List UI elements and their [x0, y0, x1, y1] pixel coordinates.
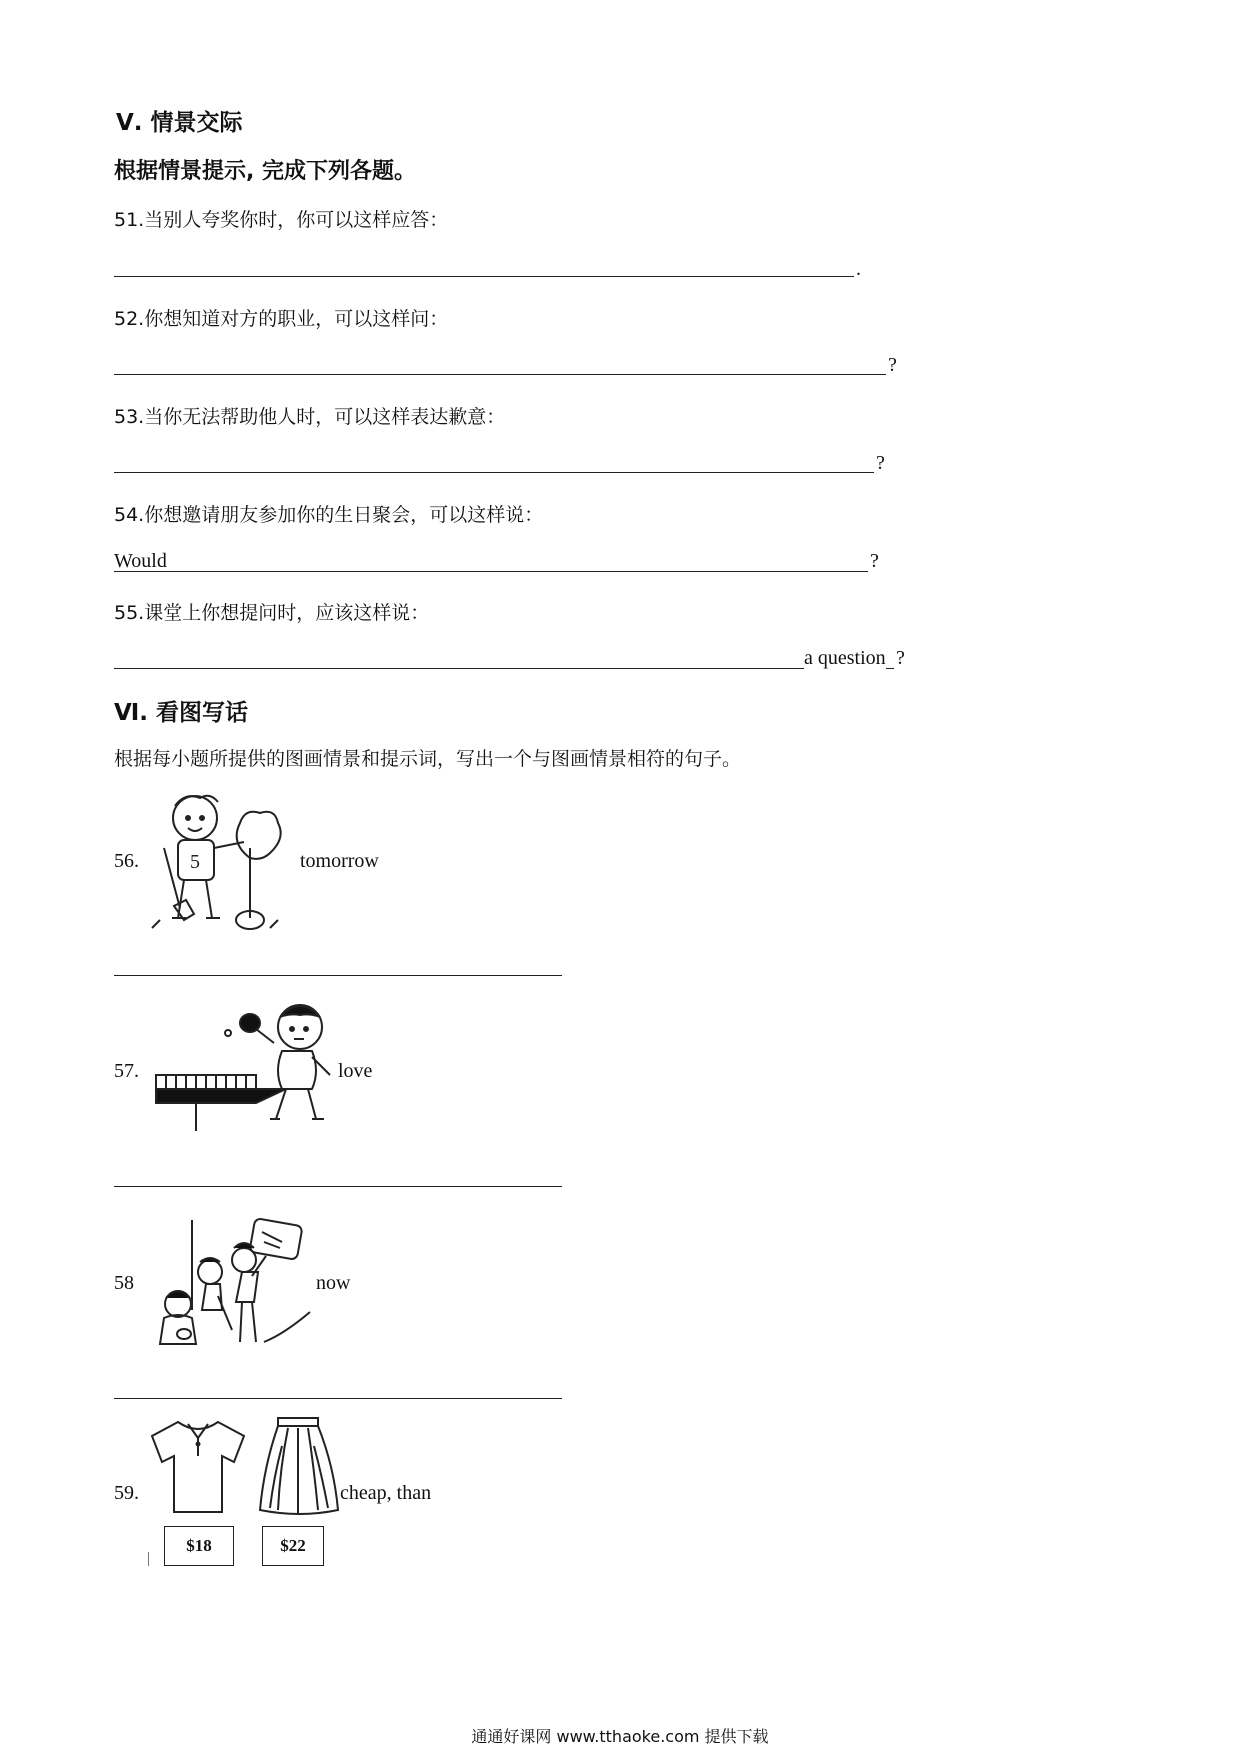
item-56-answer-line[interactable]: [114, 975, 562, 976]
item-57-cue: love: [338, 1060, 373, 1082]
section-5-instruction: 根据情景提示, 完成下列各题。: [114, 159, 417, 184]
boy-playing-ping-pong-picture: [152, 995, 334, 1133]
item-57-answer-line[interactable]: [114, 1186, 562, 1187]
question-51-answer-line[interactable]: [114, 276, 854, 277]
section-6-title: Ⅵ. 看图写话: [114, 700, 249, 726]
question-54-prompt: 54.你想邀请朋友参加你的生日聚会，可以这样说：: [114, 504, 544, 526]
item-56-cue: tomorrow: [300, 850, 379, 872]
boy-planting-tree-picture: [150, 788, 290, 933]
question-52-prompt: 52.你想知道对方的职业，可以这样问：: [114, 308, 449, 330]
svg-text:5: 5: [190, 851, 200, 873]
question-55-end: ?: [896, 647, 905, 669]
question-54-end: ?: [870, 550, 879, 572]
item-59-number: 59.: [114, 1482, 139, 1504]
item-59-cue: cheap, than: [340, 1482, 432, 1504]
item-58-number: 58: [114, 1272, 134, 1294]
question-55-answer-line[interactable]: [114, 668, 894, 669]
item-58-answer-line[interactable]: [114, 1398, 562, 1399]
section-6-instruction: 根据每小题所提供的图画情景和提示词，写出一个与图画情景相符的句子。: [114, 748, 742, 770]
scan-mark: [148, 1552, 149, 1566]
question-52-end: ?: [888, 354, 897, 376]
section-5-title: Ⅴ. 情景交际: [116, 110, 243, 136]
shirt-price-tag: $18: [164, 1526, 234, 1566]
item-56-number: 56.: [114, 850, 139, 872]
question-53-end: ?: [876, 452, 885, 474]
question-55-tail: a question: [804, 647, 886, 669]
item-57-number: 57.: [114, 1060, 139, 1082]
skirt-price-tag: $22: [262, 1526, 324, 1566]
question-52-answer-line[interactable]: [114, 374, 886, 375]
children-cleaning-and-drawing-picture: [152, 1218, 312, 1352]
item-58-cue: now: [316, 1272, 351, 1294]
footer-text: 通通好课网 www.tthaoke.com 提供下载: [471, 1727, 769, 1746]
question-53-prompt: 53.当你无法帮助他人时，可以这样表达歉意：: [114, 406, 506, 428]
question-55-prompt: 55.课堂上你想提问时，应该这样说：: [114, 602, 430, 624]
skirt-picture: [258, 1416, 340, 1516]
question-54-answer-line[interactable]: [114, 571, 868, 572]
shirt-picture: [148, 1418, 248, 1516]
question-54-start-word: Would: [114, 550, 167, 572]
question-51-prompt: 51.当别人夸奖你时，你可以这样应答：: [114, 209, 449, 231]
question-53-answer-line[interactable]: [114, 472, 874, 473]
question-51-end: .: [856, 258, 861, 280]
